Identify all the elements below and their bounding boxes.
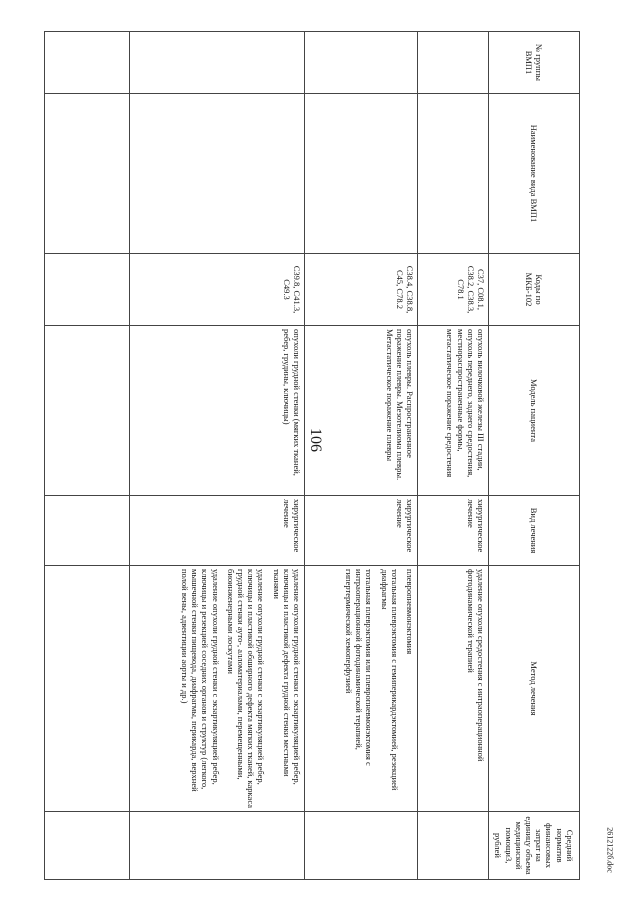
cell-vmp-name xyxy=(418,94,489,254)
table-header-row xyxy=(489,32,580,880)
cell-patient-model: опухоль вилочковой железы III стадии, опухоль переднего, заднего средостения, местнораспространенные формы, метастатическое поражение средостения xyxy=(418,326,489,496)
cell-icd-codes: C39.8, C41.3, C49.3 xyxy=(130,254,305,326)
cell-group-number xyxy=(305,32,418,94)
cell-average-cost xyxy=(305,812,418,880)
cell-treatment-method xyxy=(305,566,418,812)
method-item: удаление опухоли грудной стенки с экзартикуляцией ребер, ключицы и пластикой обширного дефекта мягких тканей, каркаса грудной стенки ауто-, алломатериалами, перемещенными, биоинженерными лоскутами xyxy=(225,569,267,808)
header-vmp-name: Наименование вида ВМП1 xyxy=(489,94,580,254)
vmp-table xyxy=(44,31,580,880)
cell-empty xyxy=(45,32,130,94)
table-row xyxy=(130,32,305,880)
table-row-empty xyxy=(45,32,130,880)
table-row xyxy=(305,32,418,880)
header-icd-codes: Коды по МКБ-102 xyxy=(489,254,580,326)
cell-empty xyxy=(45,566,130,812)
cell-treatment-kind: хирургическое лечение xyxy=(130,496,305,566)
page-number: 106 xyxy=(307,428,324,452)
cell-treatment-method xyxy=(130,566,305,812)
table-row xyxy=(418,32,489,880)
method-item: тотальная плеврэктомия или плевропневмонэктомия с интраоперационной фотодинамической терапией, гипертермической хемоперфузией xyxy=(344,569,375,766)
method-item: плевропневмонэктомия xyxy=(405,569,415,655)
header-patient-model: Модель пациента xyxy=(489,326,580,496)
header-treatment-kind: Вид лечения xyxy=(489,496,580,566)
document-filename: 2612122б.doc xyxy=(605,827,615,873)
header-treatment-method: Метод лечения xyxy=(489,566,580,812)
cell-average-cost xyxy=(130,812,305,880)
method-item: тотальная плеврэктомия с гемиперикардэктомией, резекцией диафрагмы xyxy=(379,569,400,791)
cell-vmp-name xyxy=(305,94,418,254)
method-item: удаление опухоли грудной стенки с экзартикуляцией ребер, ключицы и резекцией соседних органов и структур (легкого, мышечной стенки пищевода, диафрагмы, перикарда, верхней полой вены, адвентиции аорты и др.) xyxy=(180,569,221,792)
cell-empty xyxy=(45,812,130,880)
cell-patient-model: опухоль плевры. Распространенное поражение плевры. Мезотелиома плевры. Метастатическое поражение плевры xyxy=(305,326,418,496)
cell-icd-codes: C37, C08.1, C38.2, C38.3, C78.1 xyxy=(418,254,489,326)
cell-icd-codes: C38.4, C38.8, C45, C78.2 xyxy=(305,254,418,326)
cell-group-number xyxy=(418,32,489,94)
cell-treatment-method xyxy=(418,566,489,812)
cell-average-cost xyxy=(418,812,489,880)
method-item: удаление опухоли средостения с интраоперационной фотодинамической терапией xyxy=(465,569,486,762)
document-sheet xyxy=(56,31,580,879)
cell-empty xyxy=(45,254,130,326)
cell-patient-model: опухоли грудной стенки (мягких тканей, ребер, грудины, ключицы) xyxy=(130,326,305,496)
cell-vmp-name xyxy=(130,94,305,254)
cell-treatment-kind: хирургическое лечение xyxy=(305,496,418,566)
cell-group-number xyxy=(130,32,305,94)
method-item: удаление опухоли грудной стенки с экзартикуляцией ребер, ключицы и пластикой дефекта грудной стенки местными тканями xyxy=(271,569,302,785)
rotated-table-container xyxy=(56,31,580,879)
cell-treatment-kind: хирургическое лечение xyxy=(418,496,489,566)
cell-empty xyxy=(45,326,130,496)
cell-empty xyxy=(45,496,130,566)
header-average-cost: Средний норматив финансовых затрат на единицу объема медицинской помощи3, рублей xyxy=(489,812,580,880)
cell-empty xyxy=(45,94,130,254)
header-group-number: № группы ВМП1 xyxy=(489,32,580,94)
